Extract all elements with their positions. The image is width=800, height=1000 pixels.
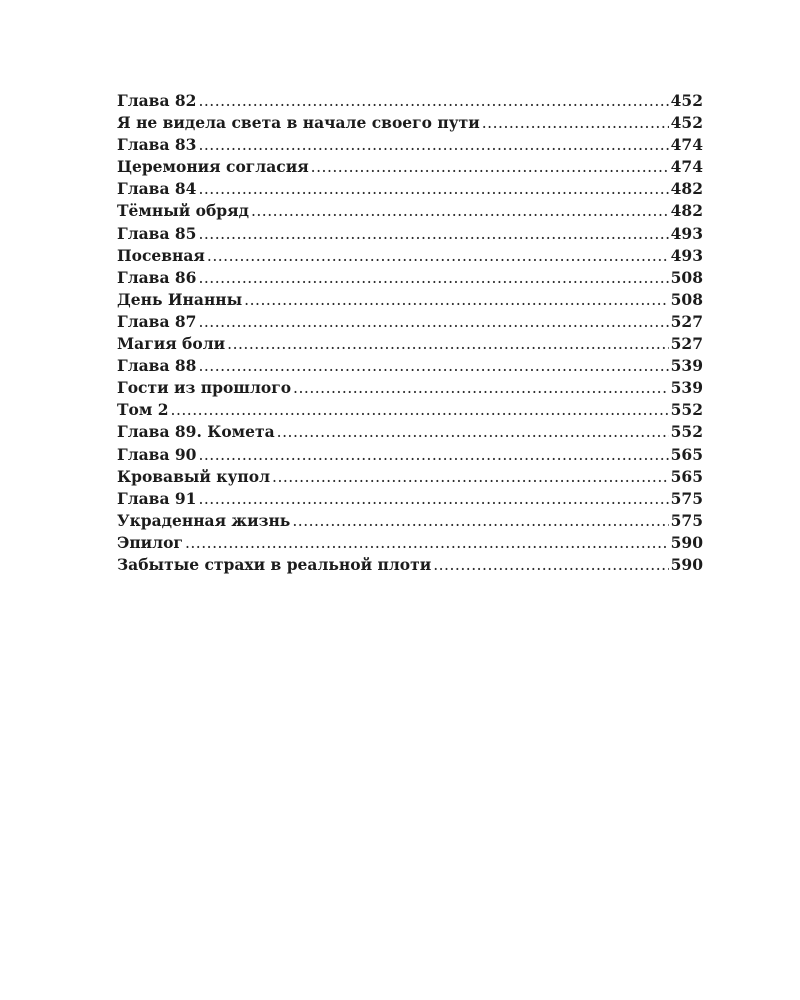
- dot-leader: [277, 421, 669, 443]
- dot-leader: [293, 377, 669, 399]
- toc-entry: [117, 112, 703, 134]
- toc-entry-title: Глава 88: [117, 356, 197, 376]
- toc-entry-title: Глава 85: [117, 223, 197, 243]
- toc-entry-title: Глава 84: [117, 179, 197, 199]
- toc-entry-page-number: 590: [670, 532, 703, 552]
- dot-leader: [198, 134, 668, 156]
- dot-leader: [292, 510, 668, 532]
- toc-entry-title: Эпилог: [117, 532, 183, 552]
- dot-leader: [198, 444, 668, 466]
- toc-entry-page-number: 527: [670, 311, 703, 331]
- dot-leader: [198, 488, 668, 510]
- dot-leader: [171, 399, 669, 421]
- toc-entry-title: Глава 90: [117, 444, 197, 464]
- dot-leader: [198, 178, 668, 200]
- toc-entry-page-number: 565: [670, 444, 703, 464]
- toc-entry: [117, 377, 703, 399]
- toc-entry-page-number: 482: [670, 179, 703, 199]
- dot-leader: [251, 200, 669, 222]
- dot-leader: [244, 289, 668, 311]
- toc-entry-title: Гости из прошлого: [117, 378, 292, 398]
- toc-entry: [117, 200, 703, 222]
- toc-entry: [117, 134, 703, 156]
- toc-entry-title: Забытые страхи в реальной плоти: [117, 554, 432, 574]
- toc-entry-title: Тёмный обряд: [117, 201, 249, 221]
- toc-entry: [117, 311, 703, 333]
- dot-leader: [198, 267, 668, 289]
- toc-entry: [117, 466, 703, 488]
- toc-entry-title: Украденная жизнь: [117, 510, 291, 530]
- toc-entry-title: Глава 83: [117, 135, 197, 155]
- toc-entry: [117, 510, 703, 532]
- toc-entry-page-number: 452: [670, 91, 703, 110]
- dot-leader: [227, 333, 668, 355]
- toc-entry-page-number: 539: [670, 378, 703, 398]
- toc-entry-page-number: 482: [670, 201, 703, 221]
- toc-entry-title: Я не видела света в начале своего пути: [117, 113, 480, 133]
- toc-entry: [117, 399, 703, 421]
- toc-entry-page-number: 539: [670, 356, 703, 376]
- toc-entry: [117, 355, 703, 377]
- toc-entry: [117, 421, 703, 443]
- toc-entry: [117, 554, 703, 576]
- dot-leader: [433, 554, 668, 576]
- toc-entry: [117, 444, 703, 466]
- toc-entry-page-number: 508: [670, 289, 703, 309]
- toc-entry-page-number: 552: [670, 422, 703, 442]
- toc-entry-title: День Инанны: [117, 289, 243, 309]
- toc-entry-page-number: 527: [670, 334, 703, 354]
- toc-entry: [117, 156, 703, 178]
- toc-entry-page-number: 565: [670, 466, 703, 486]
- dot-leader: [198, 355, 668, 377]
- toc-entry-title: Магия боли: [117, 334, 226, 354]
- dot-leader: [198, 223, 668, 245]
- toc-entry-title: Церемония согласия: [117, 157, 309, 177]
- toc-entry-page-number: 474: [670, 135, 703, 155]
- toc-entry: [117, 178, 703, 200]
- dot-leader: [185, 532, 669, 554]
- toc-entry: [117, 223, 703, 245]
- toc-entry-title: Кровавый купол: [117, 466, 271, 486]
- toc-entry: [117, 532, 703, 554]
- toc-entry-page-number: 575: [670, 510, 703, 530]
- toc-entry-page-number: 452: [670, 113, 703, 133]
- toc-entry: [117, 333, 703, 355]
- dot-leader: [198, 90, 668, 112]
- toc-entry-title: Глава 91: [117, 488, 197, 508]
- toc-entry-page-number: 493: [670, 223, 703, 243]
- toc-entry-page-number: 508: [670, 267, 703, 287]
- toc-entry-page-number: 590: [670, 554, 703, 574]
- toc-entry-page-number: 575: [670, 488, 703, 508]
- toc-entry-page-number: 474: [670, 157, 703, 177]
- toc-entry-title: Глава 89. Комета: [117, 422, 275, 442]
- toc-entry: [117, 267, 703, 289]
- toc-entry-title: Глава 86: [117, 267, 197, 287]
- toc-entry-page-number: 552: [670, 400, 703, 420]
- toc-entry-title: Посевная: [117, 245, 205, 265]
- toc-entry: [117, 245, 703, 267]
- toc-entry-title: Том 2: [117, 400, 169, 420]
- dot-leader: [198, 311, 668, 333]
- dot-leader: [482, 112, 669, 134]
- dot-leader: [311, 156, 669, 178]
- toc-entry-title: Глава 82: [117, 91, 197, 110]
- toc-entry: [117, 90, 703, 112]
- toc-entry: [117, 289, 703, 311]
- toc-entry: [117, 488, 703, 510]
- dot-leader: [272, 466, 669, 488]
- dot-leader: [207, 245, 669, 267]
- toc-entry-page-number: 493: [670, 245, 703, 265]
- table-of-contents: [117, 90, 703, 576]
- toc-entry-title: Глава 87: [117, 311, 197, 331]
